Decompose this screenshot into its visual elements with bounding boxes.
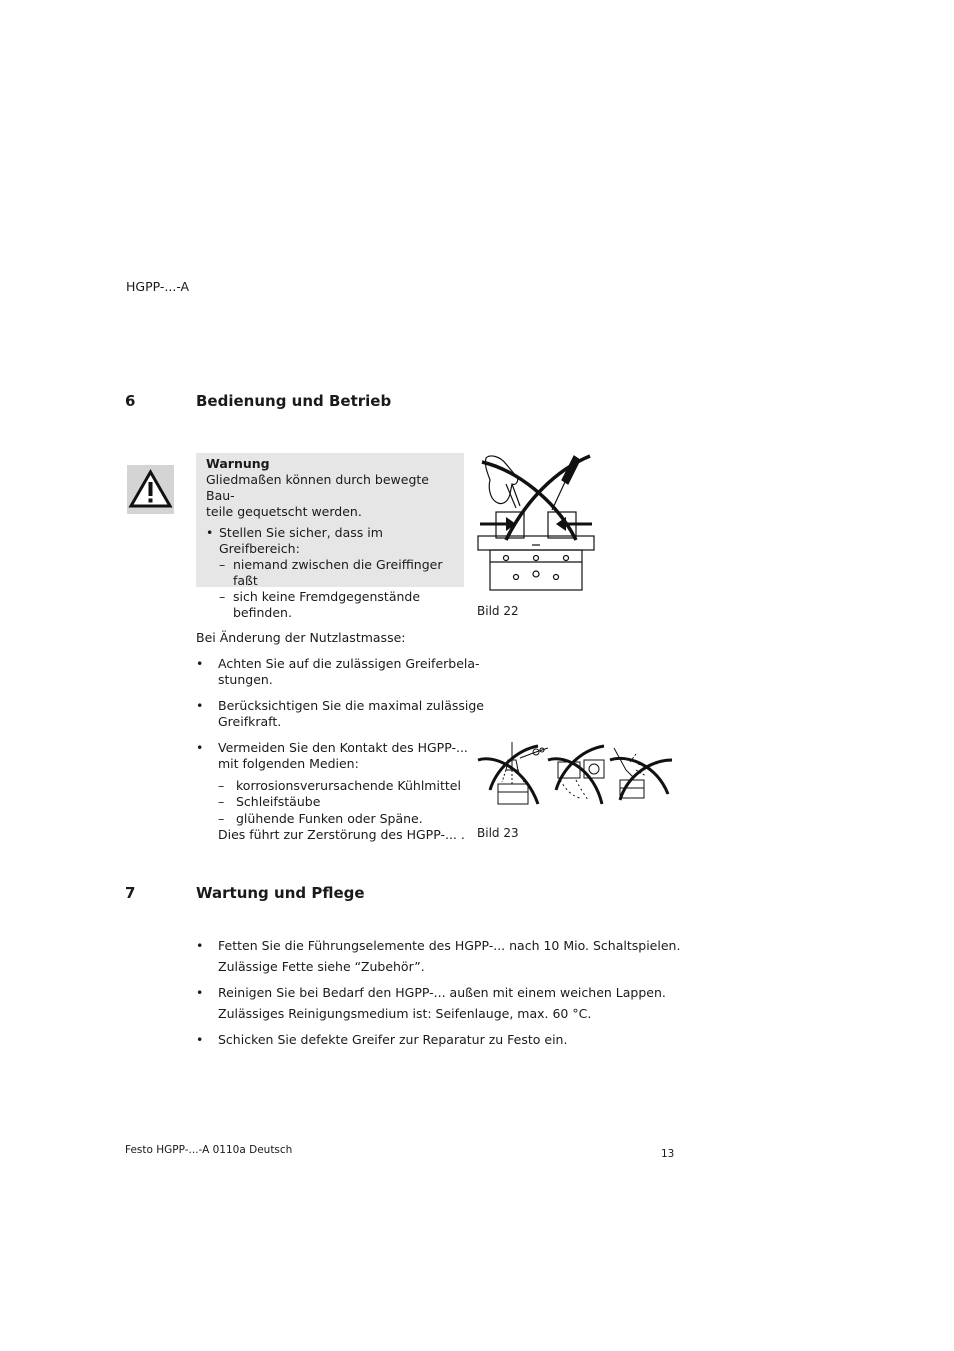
bullet-symbol: •	[196, 698, 204, 713]
bullet-symbol: •	[206, 525, 214, 540]
figure-22-caption: Bild 22	[477, 604, 519, 618]
section-7-title: Wartung und Pflege	[196, 884, 365, 902]
list-item-text-line2: mit folgenden Medien:	[218, 756, 359, 771]
list-item	[196, 740, 486, 772]
figure-22-gripper-illustration	[476, 450, 596, 595]
maintenance-item-text-line1: Fetten Sie die Führungselemente des HGPP-... nach 10 Mio. Schaltspielen.	[218, 938, 681, 953]
dash-symbol: –	[219, 557, 226, 572]
figure-23-caption: Bild 23	[477, 826, 519, 840]
list-item-text-line1: Vermeiden Sie den Kontakt des HGPP-...	[218, 740, 468, 755]
warning-sub-item-2-text-line1: sich keine Fremdgegenstände	[233, 589, 421, 604]
list-item-text-line2: Greifkraft.	[218, 714, 282, 729]
bullet-symbol: •	[196, 985, 204, 1000]
maintenance-item	[196, 982, 716, 1024]
media-item-text: Schleifstäube	[236, 794, 321, 809]
maintenance-item-text-line1: Reinigen Sie bei Bedarf den HGPP-... außen mit einem weichen Lappen.	[218, 985, 666, 1000]
list-item-text-line1: Achten Sie auf die zulässigen Greiferbela-	[218, 656, 480, 671]
maintenance-item-text: Schicken Sie defekte Greifer zur Reparatur zu Festo ein.	[218, 1032, 568, 1047]
bullet-symbol: •	[196, 740, 204, 755]
consequence-text: Dies führt zur Zerstörung des HGPP-... .	[218, 827, 465, 842]
media-item	[218, 778, 478, 794]
warning-text-line1: Gliedmaßen können durch bewegte Bau-	[206, 472, 429, 503]
warning-bullet-text: Stellen Sie sicher, dass im Greifbereich:	[219, 525, 383, 556]
page-number: 13	[661, 1148, 675, 1160]
dash-symbol: –	[218, 794, 225, 809]
warning-title: Warnung	[206, 456, 270, 471]
warning-box	[196, 453, 464, 620]
bullet-symbol: •	[196, 938, 204, 953]
warning-sub-item-2	[206, 589, 454, 621]
warning-triangle-icon	[127, 465, 174, 514]
list-item-text-line2: stungen.	[218, 672, 273, 687]
section-6-number: 6	[125, 392, 136, 410]
list-item	[196, 656, 486, 688]
warning-sub-item-1	[206, 557, 454, 589]
document-header-model: HGPP-...-A	[126, 279, 190, 294]
bullet-symbol: •	[196, 1032, 204, 1047]
maintenance-item	[196, 1029, 716, 1050]
maintenance-item-text-line2: Zulässige Fette siehe “Zubehör”.	[218, 959, 425, 974]
warning-icon-box	[127, 465, 174, 514]
media-item-text: korrosionsverursachende Kühlmittel	[236, 778, 461, 793]
list-item-text-line1: Berücksichtigen Sie die maximal zulässige	[218, 698, 484, 713]
section-7-number: 7	[125, 884, 136, 902]
payload-intro-text: Bei Änderung der Nutzlastmasse:	[196, 630, 406, 645]
dash-symbol: –	[218, 811, 225, 826]
figure-23-media-illustration	[476, 740, 676, 812]
maintenance-item	[196, 935, 716, 977]
maintenance-item-text-line2: Zulässiges Reinigungsmedium ist: Seifenlauge, max. 60 °C.	[218, 1006, 592, 1021]
bullet-symbol: •	[196, 656, 204, 671]
list-item	[196, 698, 486, 730]
dash-symbol: –	[219, 589, 226, 604]
media-item	[218, 811, 478, 827]
warning-text-line2: teile gequetscht werden.	[206, 504, 362, 519]
warning-sub-item-1-text: niemand zwischen die Greiffinger faßt	[233, 557, 443, 588]
media-item-text: glühende Funken oder Späne.	[236, 811, 423, 826]
warning-bullet	[206, 525, 454, 557]
media-item	[218, 794, 478, 810]
warning-sub-item-2-text-line2: befinden.	[233, 605, 292, 620]
dash-symbol: –	[218, 778, 225, 793]
section-6-title: Bedienung und Betrieb	[196, 392, 392, 410]
footer-document-id: Festo HGPP-...-A 0110a Deutsch	[125, 1144, 293, 1156]
media-sublist	[218, 778, 478, 843]
